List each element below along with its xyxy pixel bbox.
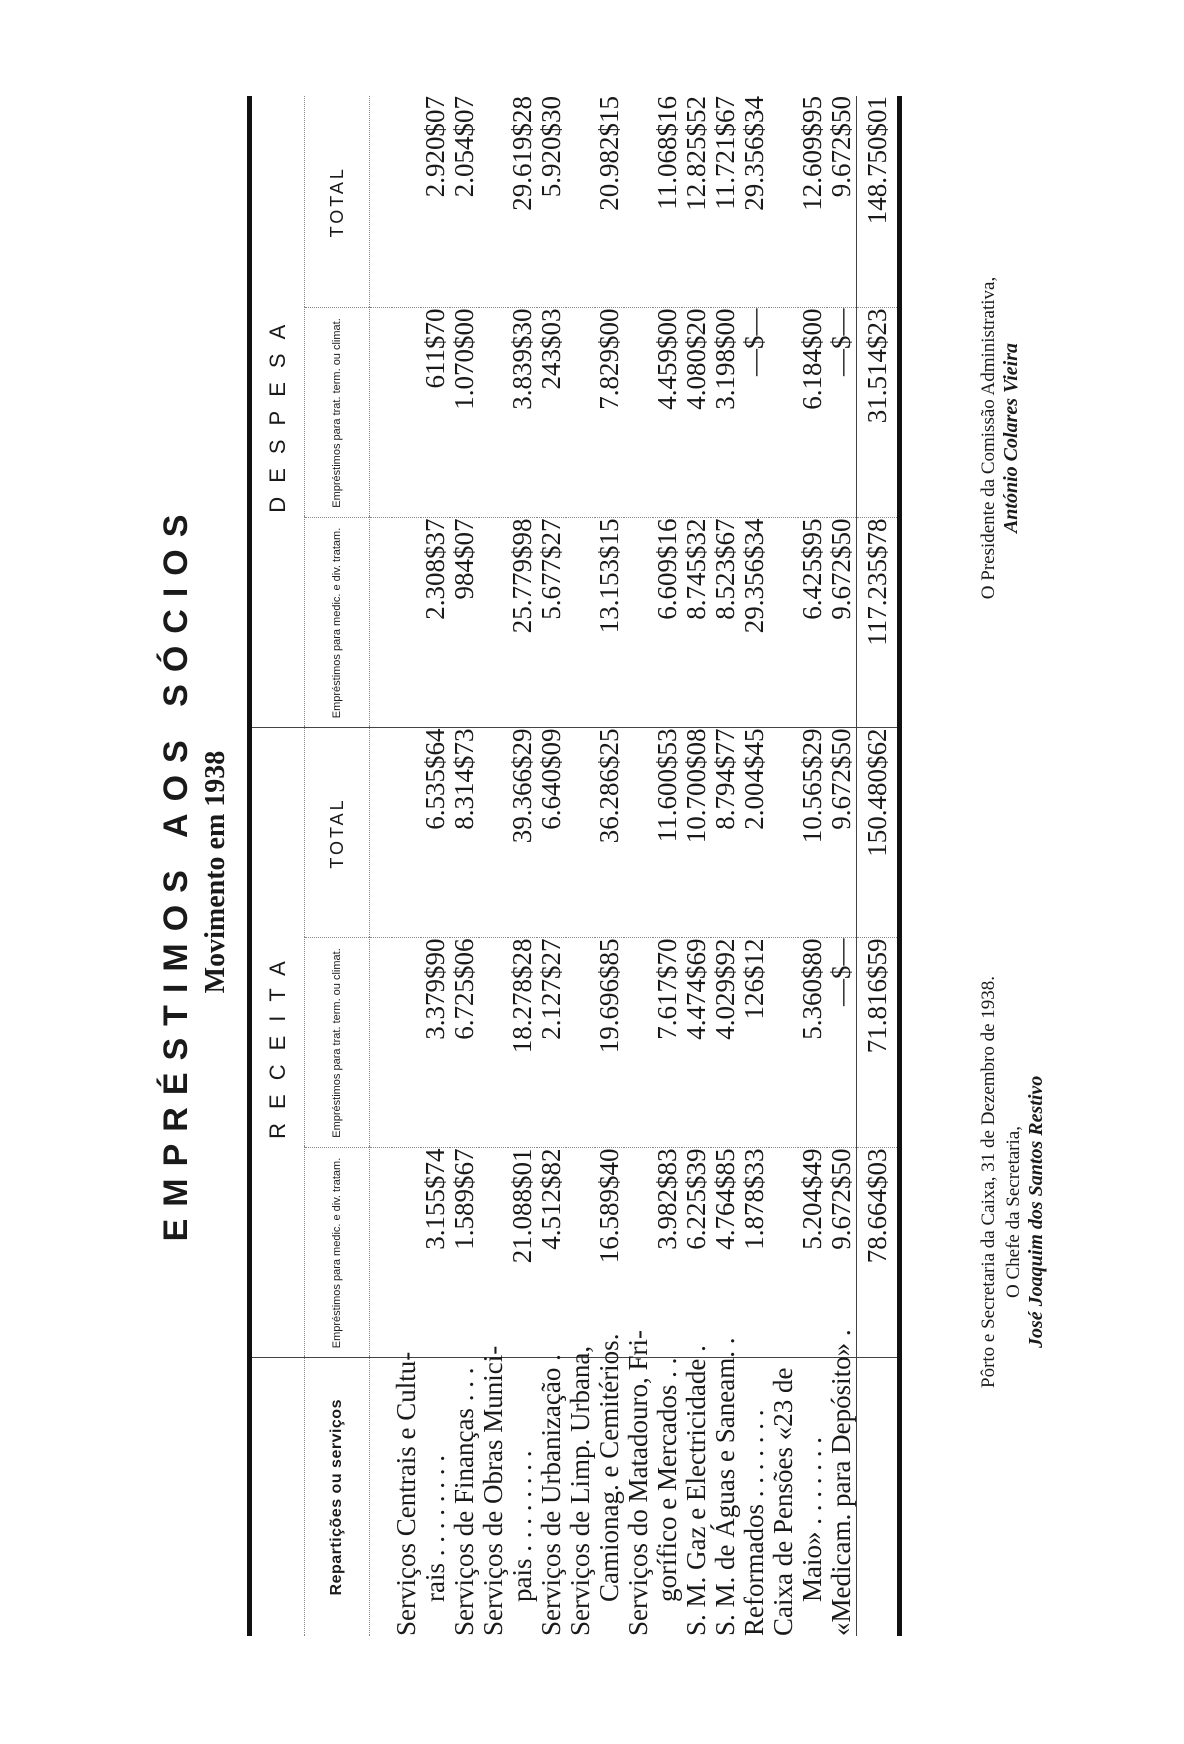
row-label-line1: Serviços de Limp. Urbana,: [565, 1345, 595, 1636]
receita-trat-cell: 126$12: [740, 938, 769, 1148]
despesa-trat-cell: 243$03: [537, 308, 566, 518]
despesa-medic-cell: 8.523$67: [711, 518, 740, 728]
despesa-trat-cell: 4.080$20: [682, 308, 711, 518]
receita-trat-cell: 2.127$27: [537, 938, 566, 1148]
receita-medic-cell: 1.878$33: [740, 1148, 769, 1358]
receita-total-cell: 8.314$73: [450, 728, 479, 938]
receita-trat-cell: 4.474$69: [682, 938, 711, 1148]
table-row: [624, 96, 653, 1636]
despesa-total-cell: 29.356$34: [740, 96, 769, 308]
receita-medic-cell: 4.512$82: [537, 1148, 566, 1358]
spacer-row: [370, 96, 393, 1636]
column-header-row: [305, 96, 370, 1636]
receita-total-cell: 10.700$08: [682, 728, 711, 938]
despesa-medic-cell: 5.677$27: [537, 518, 566, 728]
table-row: [566, 96, 595, 1636]
despesa-trat-cell: 611$70: [421, 308, 450, 518]
receita-trat-cell: 5.360$80: [798, 938, 827, 1148]
receita-medic-cell: 21.088$01: [508, 1148, 537, 1358]
receita-total-cell: 10.565$29: [798, 728, 827, 938]
despesa-trat-cell: 3.198$00: [711, 308, 740, 518]
totals-label-cell: [857, 1358, 900, 1636]
col-header-receita-medic: Empréstimos para medic. e div. tratam.: [305, 1148, 370, 1358]
group-receita-header: RECEITA: [250, 728, 305, 1358]
despesa-total-cell: 2.054$07: [450, 96, 479, 308]
receita-trat-cell: 19.696$85: [595, 938, 624, 1148]
despesa-trat-cell: 4.459$00: [653, 308, 682, 518]
despesa-medic-cell: 25.779$98: [508, 518, 537, 728]
table-row: [827, 96, 857, 1636]
table-row: [595, 96, 624, 1636]
receita-total-cell: 36.286$25: [595, 728, 624, 938]
receita-total-cell: 11.600$53: [653, 728, 682, 938]
receita-total-cell: 8.794$77: [711, 728, 740, 938]
row-label-line1: Reformados . . . . . . .: [739, 1409, 769, 1636]
despesa-medic-cell: 6.425$95: [798, 518, 827, 728]
despesa-medic-cell: 9.672$50: [827, 518, 857, 728]
row-label-line2: Camionag. e Cemitérios.: [594, 1333, 624, 1602]
table-row: [450, 96, 479, 1636]
table-row: [769, 96, 798, 1636]
despesa-medic-cell: 984$07: [450, 518, 479, 728]
table-row: [537, 96, 566, 1636]
col-header-reparticoes: Repartições ou serviços: [305, 1358, 370, 1636]
table-row: [682, 96, 711, 1636]
despesa-total-cell: 29.619$28: [508, 96, 537, 308]
receita-total-cell: 39.366$29: [508, 728, 537, 938]
despesa-total-cell: 12.825$52: [682, 96, 711, 308]
table-row: [508, 96, 537, 1636]
total-receita-medic: 78.664$03: [857, 1148, 900, 1358]
despesa-total-cell: 2.920$07: [421, 96, 450, 308]
receita-total-cell: 2.004$45: [740, 728, 769, 938]
row-label-line1: «Medicam. para Depósito» .: [826, 1329, 856, 1636]
receita-total-cell: 6.535$64: [421, 728, 450, 938]
col-header-receita-trat: Empréstimos para trat. term. ou climat.: [305, 938, 370, 1148]
receita-trat-cell: 18.278$28: [508, 938, 537, 1148]
row-label-line1: S. M. de Águas e Saneam. .: [710, 1337, 740, 1636]
president-signature-block: [977, 88, 1023, 788]
receita-trat-cell: —$—: [827, 938, 857, 1148]
group-despesa-header: DESPESA: [250, 96, 305, 728]
table-row: [740, 96, 769, 1636]
total-despesa-trat: 31.514$23: [857, 308, 900, 518]
receita-medic-cell: 16.589$40: [595, 1148, 624, 1358]
table-row: [421, 96, 450, 1636]
row-label-line1: Serviços de Finanças . . .: [449, 1367, 479, 1636]
despesa-total-cell: 11.721$67: [711, 96, 740, 308]
row-label-line1: Serviços do Matadouro, Fri-: [623, 1330, 653, 1636]
row-label-line1: Serviços de Obras Munici-: [478, 1345, 508, 1636]
col-header-despesa-trat: Empréstimos para trat. term. ou climat.: [305, 308, 370, 518]
total-receita-trat: 71.816$59: [857, 938, 900, 1148]
despesa-total-cell: 20.982$15: [595, 96, 624, 308]
col-header-despesa-total: TOTAL: [305, 96, 370, 308]
document-title: EMPRÉSTIMOS AOS SÓCIOS: [157, 502, 195, 1242]
receita-total-cell: 9.672$50: [827, 728, 857, 938]
row-label-line2: gorífico e Mercados . .: [652, 1357, 682, 1602]
despesa-total-cell: 11.068$16: [653, 96, 682, 308]
receita-total-cell: 6.640$09: [537, 728, 566, 938]
despesa-trat-cell: 1.070$00: [450, 308, 479, 518]
despesa-total-cell: 9.672$50: [827, 96, 857, 308]
row-label-line1: Caixa de Pensões «23 de: [768, 1367, 798, 1636]
row-label-line2: rais . . . . . . . .: [420, 1455, 450, 1602]
receita-medic-cell: 1.589$67: [450, 1148, 479, 1358]
table-row: [392, 96, 421, 1636]
table-row: [711, 96, 740, 1636]
table-row: [653, 96, 682, 1636]
total-receita-total: 150.480$62: [857, 728, 900, 938]
total-despesa-medic: 117.235$78: [857, 518, 900, 728]
president-title: O Presidente da Comissão Administrativa,: [978, 276, 999, 600]
receita-medic-cell: 9.672$50: [827, 1148, 857, 1358]
table-row: [479, 96, 508, 1636]
row-label-line1: S. M. Gaz e Electricidade .: [681, 1345, 711, 1636]
total-despesa-total: 148.750$01: [857, 96, 900, 308]
despesa-medic-cell: 8.745$32: [682, 518, 711, 728]
despesa-medic-cell: 29.356$34: [740, 518, 769, 728]
header-spacer: [250, 1358, 305, 1636]
row-label-line2: pais . . . . . . . .: [507, 1450, 537, 1602]
loans-table: [247, 96, 902, 1636]
table-row: [798, 96, 827, 1636]
col-header-despesa-medic: Empréstimos para medic. e div. tratam.: [305, 518, 370, 728]
despesa-total-cell: 12.609$95: [798, 96, 827, 308]
receita-trat-cell: 7.617$70: [653, 938, 682, 1148]
receita-medic-cell: 3.155$74: [421, 1148, 450, 1358]
receita-trat-cell: 6.725$06: [450, 938, 479, 1148]
place-date: Pôrto e Secretaria da Caixa, 31 de Dezembro de 1938.: [978, 975, 999, 1388]
row-label-line2: Maio» . . . . . . .: [797, 1437, 827, 1602]
receita-medic-cell: 4.764$85: [711, 1148, 740, 1358]
despesa-medic-cell: 13.153$15: [595, 518, 624, 728]
chief-name: José Joaquim dos Santos Restivo: [1025, 1075, 1047, 1348]
col-header-receita-total: TOTAL: [305, 728, 370, 938]
row-label-line1: Serviços de Urbanização .: [536, 1354, 566, 1636]
despesa-medic-cell: 2.308$37: [421, 518, 450, 728]
group-header-row: [250, 96, 305, 1636]
receita-medic-cell: 6.225$39: [682, 1148, 711, 1358]
receita-medic-cell: 3.982$83: [653, 1148, 682, 1358]
despesa-total-cell: 5.920$30: [537, 96, 566, 308]
rotated-landscape-sheet: [42, 56, 1142, 1688]
document-subtitle: Movimento em 1938: [200, 750, 231, 994]
president-name: António Colares Vieira: [1000, 342, 1022, 534]
receita-medic-cell: 5.204$49: [798, 1148, 827, 1358]
row-label-line1: Serviços Centrais e Cultu-: [391, 1351, 421, 1636]
chief-title: O Chefe da Secretaria,: [1003, 1126, 1024, 1298]
despesa-trat-cell: 7.829$00: [595, 308, 624, 518]
receita-trat-cell: 3.379$90: [421, 938, 450, 1148]
receita-trat-cell: 4.029$92: [711, 938, 740, 1148]
despesa-trat-cell: 6.184$00: [798, 308, 827, 518]
despesa-trat-cell: —$—: [827, 308, 857, 518]
totals-row: [857, 96, 900, 1636]
despesa-trat-cell: —$—: [740, 308, 769, 518]
despesa-trat-cell: 3.839$30: [508, 308, 537, 518]
despesa-medic-cell: 6.609$16: [653, 518, 682, 728]
